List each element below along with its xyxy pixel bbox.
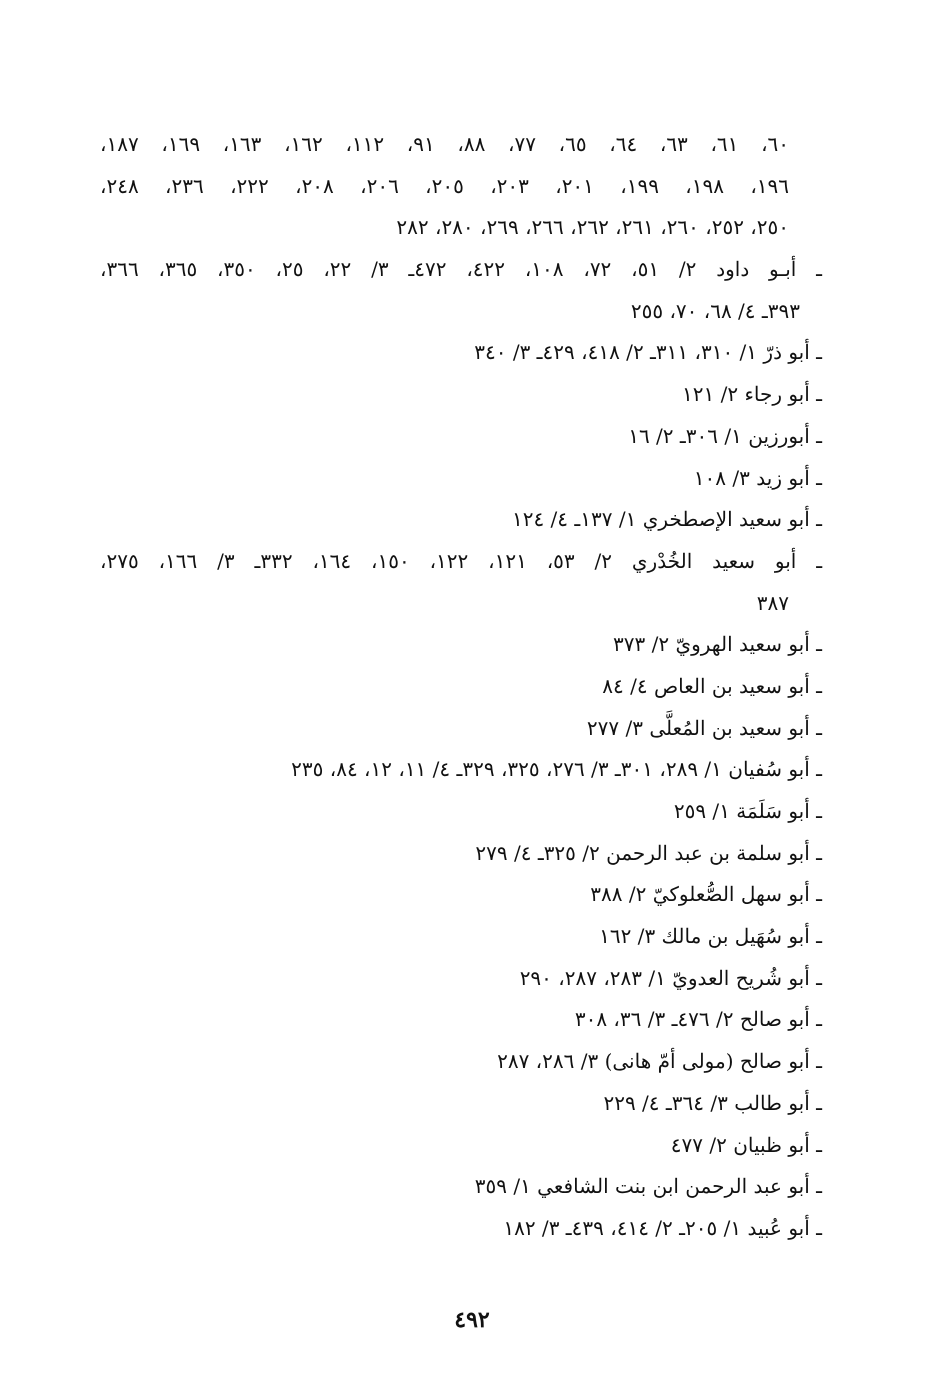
- index-list: [100, 124, 822, 1250]
- index-line-continuation: ١٩٦، ١٩٨، ١٩٩، ٢٠١، ٢٠٣، ٢٠٥، ٢٠٦، ٢٠٨، ٢٢٢، ٢٣٦، ٢٤٨،: [100, 173, 790, 198]
- index-entry: ـ أبو سعيد بن المُعلَّى ٣/ ٢٧٧: [586, 715, 822, 740]
- index-entry: ـ أبو سعيد الهرويّ ٢/ ٣٧٣: [613, 632, 822, 657]
- index-line-continuation: ٦٠، ٦١، ٦٣، ٦٤، ٦٥، ٧٧، ٨٨، ٩١، ١١٢، ١٦٢، ١٦٣، ١٦٩، ١٨٧،: [100, 132, 790, 156]
- index-entry: ـ أبورزين ١/ ٣٠٦ـ ٢/ ١٦: [628, 423, 822, 448]
- index-entry: ـ أبو ذرّ ١/ ٣١٠، ٣١١ـ ٢/ ٤١٨، ٤٢٩ـ ٣/ ٣٤٠: [474, 340, 822, 365]
- index-entry: ـ أبو سُفيان ١/ ٢٨٩، ٣٠١ـ ٣/ ٢٧٦، ٣٢٥، ٣٢٩ـ ٤/ ١١، ١٢، ٨٤، ٢٣٥: [291, 757, 822, 782]
- index-entry: ـ أبو صالح (مولى أمّ هانى) ٣/ ٢٨٦، ٢٨٧: [497, 1049, 822, 1074]
- index-line-continuation: ٢٥٠، ٢٥٢، ٢٦٠، ٢٦١، ٢٦٢، ٢٦٦، ٢٦٩، ٢٨٠، ٢٨٢: [396, 215, 789, 240]
- index-line-continuation: ٣٨٧: [756, 590, 789, 615]
- index-entry: ـ أبو سهل الصُّعلوكيّ ٢/ ٣٨٨: [590, 882, 822, 907]
- index-entry: ـ أبو طالب ٣/ ٣٦٤ـ ٤/ ٢٢٩: [603, 1090, 822, 1115]
- index-entry: ـ أبو سعيد الإصطخري ١/ ١٣٧ـ ٤/ ١٢٤: [511, 507, 822, 532]
- index-entry: ـ أبو عبد الرحمن ابن بنت الشافعي ١/ ٣٥٩: [474, 1174, 822, 1199]
- index-entry: ـ أبو سُهَيل بن مالك ٣/ ١٦٢: [599, 924, 822, 949]
- index-entry: ـ أبو ظبيان ٢/ ٤٧٧: [670, 1132, 822, 1157]
- index-entry: ـ أبو سَلَمَة ١/ ٢٥٩: [673, 799, 822, 823]
- index-entry: ـ أبو زيد ٣/ ١٠٨: [693, 465, 822, 490]
- index-entry-abu-said-khudri: ـ أبو سعيد الخُدْري ٢/ ٥٣، ١٢١، ١٢٢، ١٥٠، ١٦٤، ٣٣٢ـ ٣/ ١٦٦، ٢٧٥،: [100, 548, 823, 573]
- index-entry: ـ أبو سعيد بن العاص ٤/ ٨٤: [602, 673, 822, 698]
- index-entry: ـ أبو رجاء ٢/ ١٢١: [682, 382, 822, 407]
- index-line-continuation: ٣٩٣ـ ٤/ ٦٨، ٧٠، ٢٥٥: [630, 298, 800, 323]
- index-entry-abu-dawud: ـ أبـو داود ٢/ ٥١، ٧٢، ١٠٨، ٤٢٢، ٤٧٢ـ ٣/ ٢٢، ٢٥، ٣٥٠، ٣٦٥، ٣٦٦،: [100, 257, 823, 282]
- index-entry: ـ أبو عُبيد ١/ ٢٠٥ـ ٢/ ٤١٤، ٤٣٩ـ ٣/ ١٨٢: [503, 1215, 822, 1240]
- page-number: ٤٩٢: [454, 1307, 490, 1333]
- index-entry: ـ أبو صالح ٢/ ٤٧٦ـ ٣/ ٣٦، ٣٠٨: [574, 1007, 822, 1032]
- index-entry: ـ أبو سلمة بن عبد الرحمن ٢/ ٣٢٥ـ ٤/ ٢٧٩: [475, 840, 822, 865]
- index-entry: ـ أبو شُريح العدويّ ١/ ٢٨٣، ٢٨٧، ٢٩٠: [519, 965, 822, 990]
